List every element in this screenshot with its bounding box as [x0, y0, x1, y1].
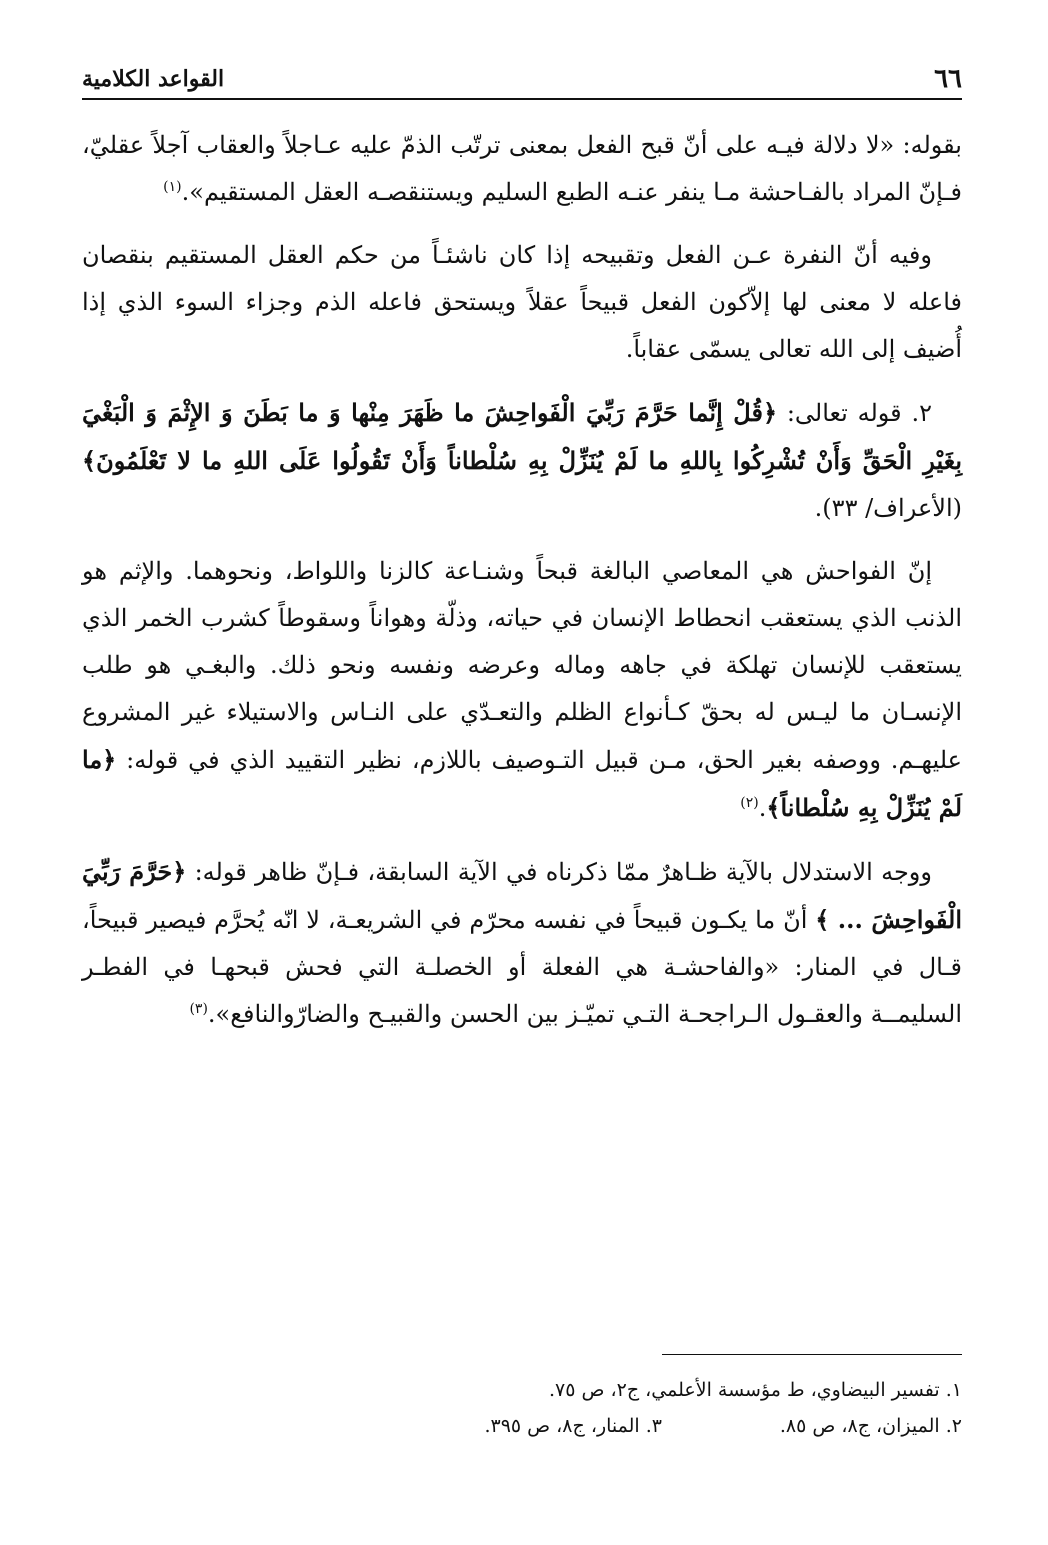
text-segment: وفيه أنّ النفرة عـن الفعل وتقبيحه إذا كان ناشئـاً من حكم العقل المستقيم بنقصان فاعله لا معنى لها إلاّكون الفعل قبيحاً عقلاً ويستحق فاعله الذم وجزاء السوء الذي إذا أُضيف إلى الله تعالى يسمّى عقاباً. [82, 241, 962, 363]
page-number: ٦٦ [934, 64, 962, 94]
paragraph [82, 122, 962, 216]
text-segment: (الأعراف/ ٣٣). [814, 494, 962, 522]
quran-quote: ﴿حَرَّمَ رَبِّيَ الْفَواحِشَ ... ﴾ [82, 857, 962, 934]
quran-quote: ﴿ما لَمْ يُنَزِّلْ بِهِ سُلْطاناً﴾ [82, 745, 962, 822]
running-title: القواعد الكلامية [82, 66, 225, 92]
footnote-divider [662, 1354, 962, 1355]
body-text [82, 122, 962, 1054]
text-segment: . [758, 794, 767, 822]
text-segment: ٢. قوله تعالى: [777, 399, 932, 427]
footnote-3: ٣. المنار، ج٨، ص ٣٩٥. [484, 1415, 662, 1437]
footnote-marker: (٢) [740, 795, 759, 811]
paragraph [82, 548, 962, 832]
text-segment: بقوله: «لا دلالة فيـه على أنّ قبح الفعل بمعنى ترتّب الذمّ عليه عـاجلاً والعقاب آجلاً عقليّ، فـإنّ المراد بالفـاحشة مـا ينفر عنـه الطبع السليم ويستنقصـه العقل المستقيم». [82, 131, 962, 206]
paragraph [82, 232, 962, 373]
footnote-marker: (١) [163, 179, 182, 195]
quran-quote: ﴿قُلْ إِنَّما حَرَّمَ رَبِّيَ الْفَواحِشَ ما ظَهَرَ مِنْها وَ ما بَطَنَ وَ الإِثْمَ وَ الْبَغْيَ بِغَيْرِ الْحَقِّ وَأَنْ تُشْرِكُوا بِاللهِ ما لَمْ يُنَزِّلْ بِهِ سُلْطاناً وَأَنْ تَقُولُوا عَلَى اللهِ ما لا تَعْلَمُونَ﴾ [82, 398, 962, 475]
page-header [82, 56, 962, 100]
paragraph [82, 848, 962, 1038]
text-segment: إنّ الفواحش هي المعاصي البالغة قبحاً وشنـاعة كالزنا واللواط، ونحوهما. والإثم هو الذنب الذي يستعقب انحطاط الإنسان في حياته، وذلّة وهواناً وسقوطاً كشرب الخمر الذي يستعقب للإنسان تهلكة في جاهه وماله وعرضه ونفسه ونحو ذلك. والبغـي هو طلب الإنسـان ما ليـس له بحقّ كـأنواع الظلم والتعـدّي على النـاس والاستيلاء غير المشروع عليهـم. ووصفه بغير الحق، مـن قبيل التـوصيف باللازم، نظير التقييد الذي في قوله: [82, 557, 962, 774]
footnotes [82, 1372, 962, 1444]
footnote-1: ١. تفسير البيضاوي، ط مؤسسة الأعلمي، ج٢، ص ٧٥. [549, 1379, 962, 1401]
paragraph [82, 389, 962, 532]
footnote-2: ٢. الميزان، ج٨، ص ٨٥. [779, 1415, 962, 1437]
text-segment: أنّ ما يكـون قبيحاً في نفسه محرّم في الشريعـة، لا انّه يُحرَّم فيصير قبيحاً، قـال في المنار: «والفاحشـة هي الفعلة أو الخصلـة التي فحش قبحهـا في الفطـر السليمــة والعقـول الـراجحـة التـي تميّـز بين الحسن والقبيـح والضارّوالنافع». [82, 906, 962, 1028]
footnote-marker: (٣) [189, 1001, 208, 1017]
text-segment: ووجه الاستدلال بالآية ظـاهرٌ ممّا ذكرناه في الآية السابقة، فـإنّ ظاهر قوله: [186, 858, 932, 886]
